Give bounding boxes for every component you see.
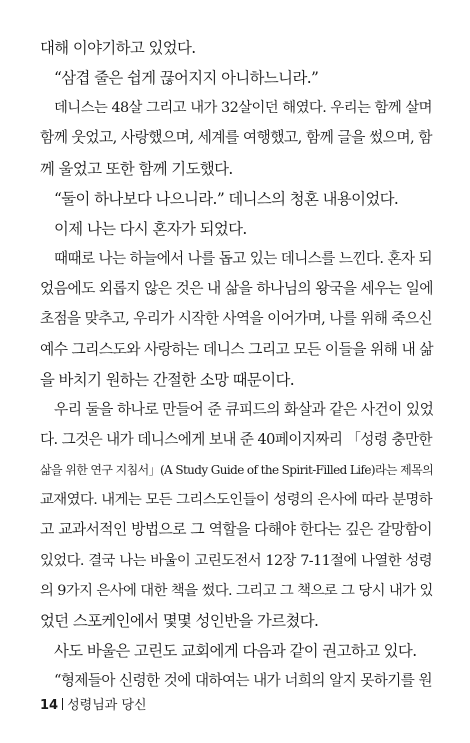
text-line: 사도 바울은 고린도 교회에게 다음과 같이 권고하고 있다. [54,642,417,660]
text-line: 있었다. 결국 나는 바울이 고린도전서 12장 7-11절에 나열한 성령 [40,553,432,569]
running-title: 성령님과 당신 [67,698,147,713]
text-line: 우리 둘을 하나로 만들어 준 큐피드의 화살과 같은 사건이 있었 [54,401,434,418]
page-footer [40,698,147,714]
text-line: 교재였다. 내게는 모든 그리스도인들이 성령의 은사에 따라 분명하 [40,492,432,508]
footer-divider [62,698,63,710]
text-line: 초점을 맞추고, 우리가 시작한 사역을 이어가며, 나를 위해 죽으신 [40,310,432,327]
text-line: 었던 스포케인에서 몇몇 성인반을 가르쳤다. [40,612,319,630]
text-line: 을 바치기 원하는 간절한 소망 때문이다. [40,371,295,389]
text-line: 때때로 나는 하늘에서 나를 돕고 있는 데니스를 느낀다. 혼자 되 [54,250,432,267]
text-line: 예수 그리스도와 사랑하는 데니스 그리고 모든 이들을 위해 내 삶 [40,341,433,358]
text-line: “형제들아 신령한 것에 대하여는 내가 너희의 알지 못하기를 원 [54,672,432,689]
text-line: 의 9가지 은사에 대한 책을 썼다. 그리고 그 책으로 그 당시 내가 있 [40,583,433,599]
text-line: 고 교과서적인 방법으로 그 역할을 다해야 한다는 깊은 갈망함이 [40,521,432,538]
text-line: 이제 나는 다시 혼자가 되었다. [54,220,247,238]
text-line: 데니스는 48살 그리고 내가 32살이던 해였다. 우리는 함께 살며 [54,100,432,116]
text-line: 었음에도 외롭지 않은 것은 내 삶을 하나님의 왕국을 세우는 일에 [40,280,433,297]
text-line: 다. 그것은 내가 데니스에게 보내 준 40페이지짜리 「성령 충만한 [40,431,432,448]
text-line: 삶을 위한 연구 지침서」(A Study Guide of the Spirit-Filled Life)라는 제목의 [40,463,434,477]
page-number: 14 [40,698,59,713]
text-line: 대해 이야기하고 있었다. [40,39,196,57]
text-line: 께 울었고 또한 함께 기도했다. [40,160,233,178]
text-line: “둘이 하나보다 나으니라.” 데니스의 청혼 내용이었다. [54,190,399,208]
text-line: “삼겹 줄은 쉽게 끊어지지 아니하느니라.” [54,69,319,87]
text-line: 함께 웃었고, 사랑했으며, 세계를 여행했고, 함께 글을 썼으며, 함 [40,129,432,146]
